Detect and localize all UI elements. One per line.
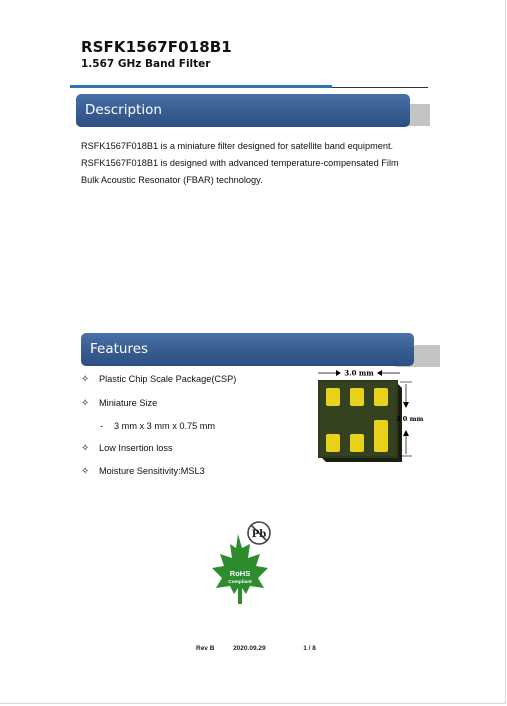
description-heading-bar <box>76 94 410 127</box>
features-heading-bar <box>81 333 414 366</box>
diamond-bullet-icon: ✧ <box>81 398 90 409</box>
diamond-bullet-icon: ✧ <box>81 374 90 385</box>
rohs-compliant-logo <box>200 518 280 610</box>
description-body <box>81 138 441 189</box>
description-line-1: RSFK1567F018B1 is a miniature filter designed for satellite band equipment. <box>81 141 394 151</box>
pb-label: Pb <box>251 529 267 540</box>
feature-label: Low Insertion loss <box>99 443 173 453</box>
header-rule-accent <box>70 85 332 88</box>
product-subtitle: 1.567 GHz Band Filter <box>81 58 211 70</box>
rohs-label: RoHS <box>229 569 251 578</box>
package-drawing <box>312 364 432 464</box>
description-line-3: Bulk Acoustic Resonator (FBAR) technology. <box>81 175 263 185</box>
feature-item-insertion-loss <box>81 443 173 454</box>
feature-item-msl <box>81 466 205 477</box>
rohs-leaf-icon <box>200 518 280 610</box>
diamond-bullet-icon: ✧ <box>81 443 90 454</box>
height-dimension-label: 3.0 mm <box>396 415 424 423</box>
diamond-bullet-icon: ✧ <box>81 466 90 477</box>
chip-package-icon <box>312 364 432 464</box>
footer-date: 2020.09.29 <box>233 645 266 652</box>
features-heading: Features <box>90 341 149 357</box>
page-footer <box>196 645 316 652</box>
dash-bullet: - <box>100 421 104 431</box>
feature-label: Moisture Sensitivity:MSL3 <box>99 466 205 476</box>
header-rule-thin <box>332 87 428 88</box>
description-line-2: RSFK1567F018B1 is designed with advanced temperature-compensated Film <box>81 158 399 168</box>
feature-item-csp <box>81 374 236 385</box>
feature-label: Plastic Chip Scale Package(CSP) <box>99 374 237 384</box>
description-heading: Description <box>85 102 162 118</box>
footer-revision: Rev B <box>196 645 215 652</box>
feature-subitem-dimensions <box>100 421 215 431</box>
product-title: RSFK1567F018B1 <box>81 38 232 56</box>
feature-item-size <box>81 398 157 409</box>
footer-page-number: 1 / 8 <box>303 645 316 652</box>
feature-sub-label: 3 mm x 3 mm x 0.75 mm <box>114 421 216 431</box>
compliant-label: Compliant <box>228 580 252 585</box>
feature-label: Miniature Size <box>99 398 158 408</box>
width-dimension-label: 3.0 mm <box>344 368 374 378</box>
